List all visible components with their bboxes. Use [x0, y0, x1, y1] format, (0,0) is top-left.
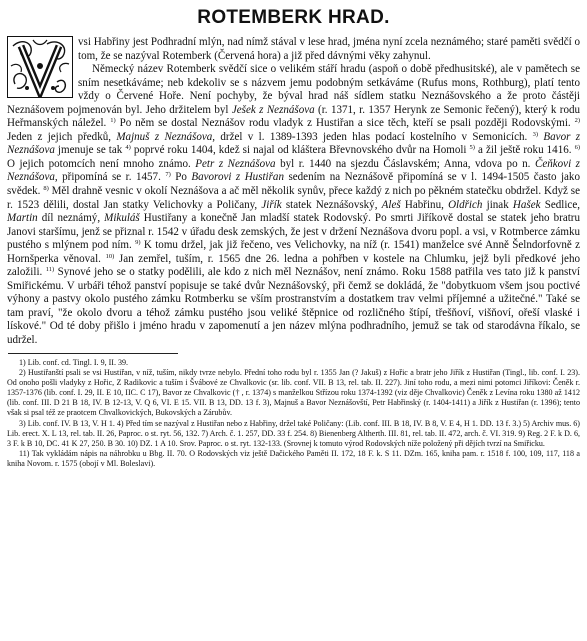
text-run: statek Neznášovský,: [281, 198, 382, 211]
text-run: Habřinu,: [400, 198, 449, 211]
footnote-reference: 3): [532, 130, 539, 138]
italic-name: Majnuš z Neznášova,: [116, 130, 216, 143]
footnote-reference: 1): [110, 117, 116, 125]
footnote: [7, 419, 580, 449]
italic-name: Bavorovi z Hustiřan: [191, 171, 284, 184]
text-run: poprvé roku 1404, kdež si najal od kláštera Břevnovského dvůr na Homoli: [130, 144, 470, 157]
italic-name: Bavor z Neznášova: [7, 130, 581, 157]
footnote-reference: 9): [135, 239, 141, 247]
text-run: držel v l. 1389-1393 jeden hlas podací kostelního v Semonicích.: [215, 130, 533, 143]
text-run: 1) Lib. conf. cd. Tingl. I. 9, II. 39.: [19, 357, 129, 367]
text-run: Německý název Rotemberk svědčí sice o velikém stáří hradu (aspoň o době předhusitské), ale v pamětech se sním nesetkáváme; neb kdekoliv se s názvem jemu podobným setkáváme (Rufus mons, Rothburg), platí tento vždy o Červené Hoře. Není pochyby, že býval hrad náš sídlem statku Neznášovského a že proto částěji Neznášovem pojmenován byl. Jeho držitelem byl: [7, 63, 580, 116]
footnote-reference: 11): [45, 266, 55, 274]
text-run: vsi Habřiny jest Podhradní mlýn, nad nímž stával v lese hrad, jména nyní zcela neznámého; staré paměti svědčí o tom, že se nazýval Rotemberk (Červená hora) a již před dávnými věky zahynul.: [78, 36, 580, 62]
ornament-initial-graphic: [7, 36, 73, 98]
italic-name: Ješek z Neznášova: [231, 103, 315, 116]
italic-name: Aleš: [381, 198, 401, 211]
decorated-initial-v-icon: [7, 36, 73, 98]
italic-name: Čeňkovi z Neznášova,: [7, 157, 580, 184]
footnote-reference: 5): [469, 144, 475, 152]
page-title: ROTEMBERK HRAD.: [197, 7, 390, 28]
footnote-divider: [8, 353, 178, 354]
text-run: (r. 1371, r. 1357 Herynk ze Semonic řečený), který k rodu Heřmanských náležel.: [7, 103, 581, 130]
text-run: Jan zemřel, tuším, r. 1565 dne 26. ledna a pohřben v kostele na Chlumku, jejž byli předkové jeho založili.: [7, 252, 580, 279]
text-run: a žil ještě roku 1416.: [474, 144, 575, 157]
body-text: [7, 36, 580, 348]
text-run: Sedlice,: [540, 198, 581, 211]
text-run: Jeden z jejich předků,: [7, 130, 117, 143]
text-run: 11) Tak vykládám nápis na náhrobku u Bbg. II. 70. O Rodovských viz ještě Dačického Paměti II. 172, 18 F. k. S 11. DZm. 165, kniha pam. r. 1518 f. 100, 109, 117, 118 a kniha Novom. r. 1575 (obojí v Ml. Boleslavi).: [7, 448, 580, 469]
text-run: Po něm se dostal Neznášov rodu vladyk z Hustiřan a sice těch, kteří se psali později Rodovskými.: [115, 117, 575, 130]
text-run: O jejich potomcích není mnoho známo.: [7, 157, 196, 170]
text-run: K tomu držel, jak již řečeno, ves Velichovky, na níž (r. 1541) manželce své Anně Šelndorfovně z Hornšperka věnoval.: [7, 239, 580, 265]
body-paragraphs: [7, 36, 580, 348]
text-run: připomíná se r. 1457.: [57, 171, 166, 184]
text-run: Měl drahně vesnic v okolí Neznášova a ač měl několik synův, přece každý z nich po pěkném statečku obdržel. Když se r. 1523 dělili, dostal Jan statky Velichovky a Poličany,: [7, 185, 580, 211]
text-run: jmenuje se tak: [54, 144, 126, 157]
italic-name: Oldřich: [448, 198, 483, 211]
italic-name: Martin: [7, 212, 38, 225]
text-run: sedením na Neznášově připomíná se v l. 1494-1505 často jako svědek.: [7, 171, 580, 198]
italic-name: Petr z Neznášova: [195, 157, 276, 170]
text-run: díl neznámý,: [37, 212, 105, 225]
italic-name: Mikuláš: [104, 212, 140, 225]
footnote-reference: 10): [105, 252, 115, 260]
body-paragraph: [7, 63, 580, 347]
footnote: [7, 368, 580, 419]
text-run: Hustiřany a konečně Jan mladší statek Rodovský. Po smrti Jiříkově dostal se statek jeho bratru Janovi staršímu, jenž se přiznal r. 1542 v úřadu desk zemských, že jest v držení Neznášova dvoru popl. a vsi, v Rotmberce zámku pustého s mlýnem pod ním.: [7, 212, 580, 252]
text-run: Synové jeho se o statky podělili, ale kdo z nich měl Neznášov, není známo. Roku 1588 patřila ves tato již k panství Smiřickému. V urbáři téhož panství popisuje se také dvůr Neznášovský, při čemž se dokládá, že "dobytkuom všem jsou poctivé výhony a pastvy okolo pustého zámku Rotmberku se vším prostranstvím a dostatkem trav velmi příjemné a užitečné." Také se tam praví, "že okolo dvoru a téhož zámku pustého jsou veliké štěpnice od rozličného štípí, třešňoví, višňoví, ořeší vlaské i lískové." Od té doby přišlo i jméno hradu v zapomenutí a jen název mlýna podhradního, jemuž se tak od starodávna říkalo, se udržel.: [7, 266, 580, 347]
italic-name: Jiřík: [261, 198, 282, 211]
footnote-reference: 7): [165, 171, 171, 179]
text-run: 2) Hustiřanští psali se vsi Hustiřan, v níž, tuším, nikdy tvrze nebylo. Přední toho rodu byl r. 1355 Jan (? Jakuš) z Hořic a bratr jeho Jiřík z Hustiřan (Tingl., lib. conf. I. 23). Od onoho pošli vladyky z Hořic, Z Radikovic a tuším i Švábové ze Chvalkovic (sr. lib. conf. VII. B 13, rel. tab. II. 227). Jiní toho rodu, a mezi nimi potomci Jiříkovi: Čeněk r. 1357-1376 (lib. conf. I. 29, II. E 10, IIC. C 17), Bavor ze Chvalkovic († , r. 1374) s manželkou Střízou roku 1374-1392 (viz děje Chvalkovic) Čeněk z Levína roku 1380 až 1412 (lib. conf. III. D 21 B 18, IV. B 12-13, V. Q 6, VI. E 15. VII. B 13, DD. 13 f. 3), Majnuš a Bavor Neznášovští, Petr Habřinský (r. 1404-1411) a Jiřík z Hustiřan (r. 1396); tento však si psal též ze praotcem Chvalkovických, Bukovských a Zárubův.: [7, 367, 580, 418]
text-run: jinak: [482, 198, 513, 211]
footnote-reference: 8): [43, 185, 49, 193]
footnote-reference: 2): [574, 117, 580, 125]
italic-name: Hašek: [512, 198, 541, 211]
footnote-reference: 6): [574, 144, 580, 152]
body-paragraph: [7, 36, 580, 63]
text-run: byl r. 1440 na sjezdu Čáslavském; Anna, vdova po n.: [275, 157, 535, 170]
footnote: [7, 358, 580, 368]
text-run: Po: [170, 171, 192, 184]
footnote: [7, 449, 580, 469]
text-run: 3) Lib. conf. IV. B 13, V. H 1. 4) Před tím se nazýval z Hustiřan nebo z Habřiny, držel také Poličany: (Lib. conf. III. B 18, IV. B 8, V. E 4, H 1. DD. 13 f. 3.) 5) Archiv mus. 6) Lib. erect. X. L 13, rel. tab. II. 26, Paproc. o st. ryt. 56, 132. 7) Arch. č. 1. 257, DD. 33 f. 254. 8) Bienenberg Altherth. III. 81, rel. tab. II. 472, arch. č. VI. 319. 9) Reg. 2 F. k D. 6, 3 F. k B 10, DC. 41 K 27, 250. B 30. 10) DZ. 1 A 10. Srov. Paproc. o st. ryt. 132-133. (Srovnej k tomuto výrod Rodovských níže položený při dějích tvrzí na Smiřicku.: [7, 418, 580, 448]
footnote-reference: 4): [125, 144, 131, 152]
footnotes: [7, 358, 580, 470]
